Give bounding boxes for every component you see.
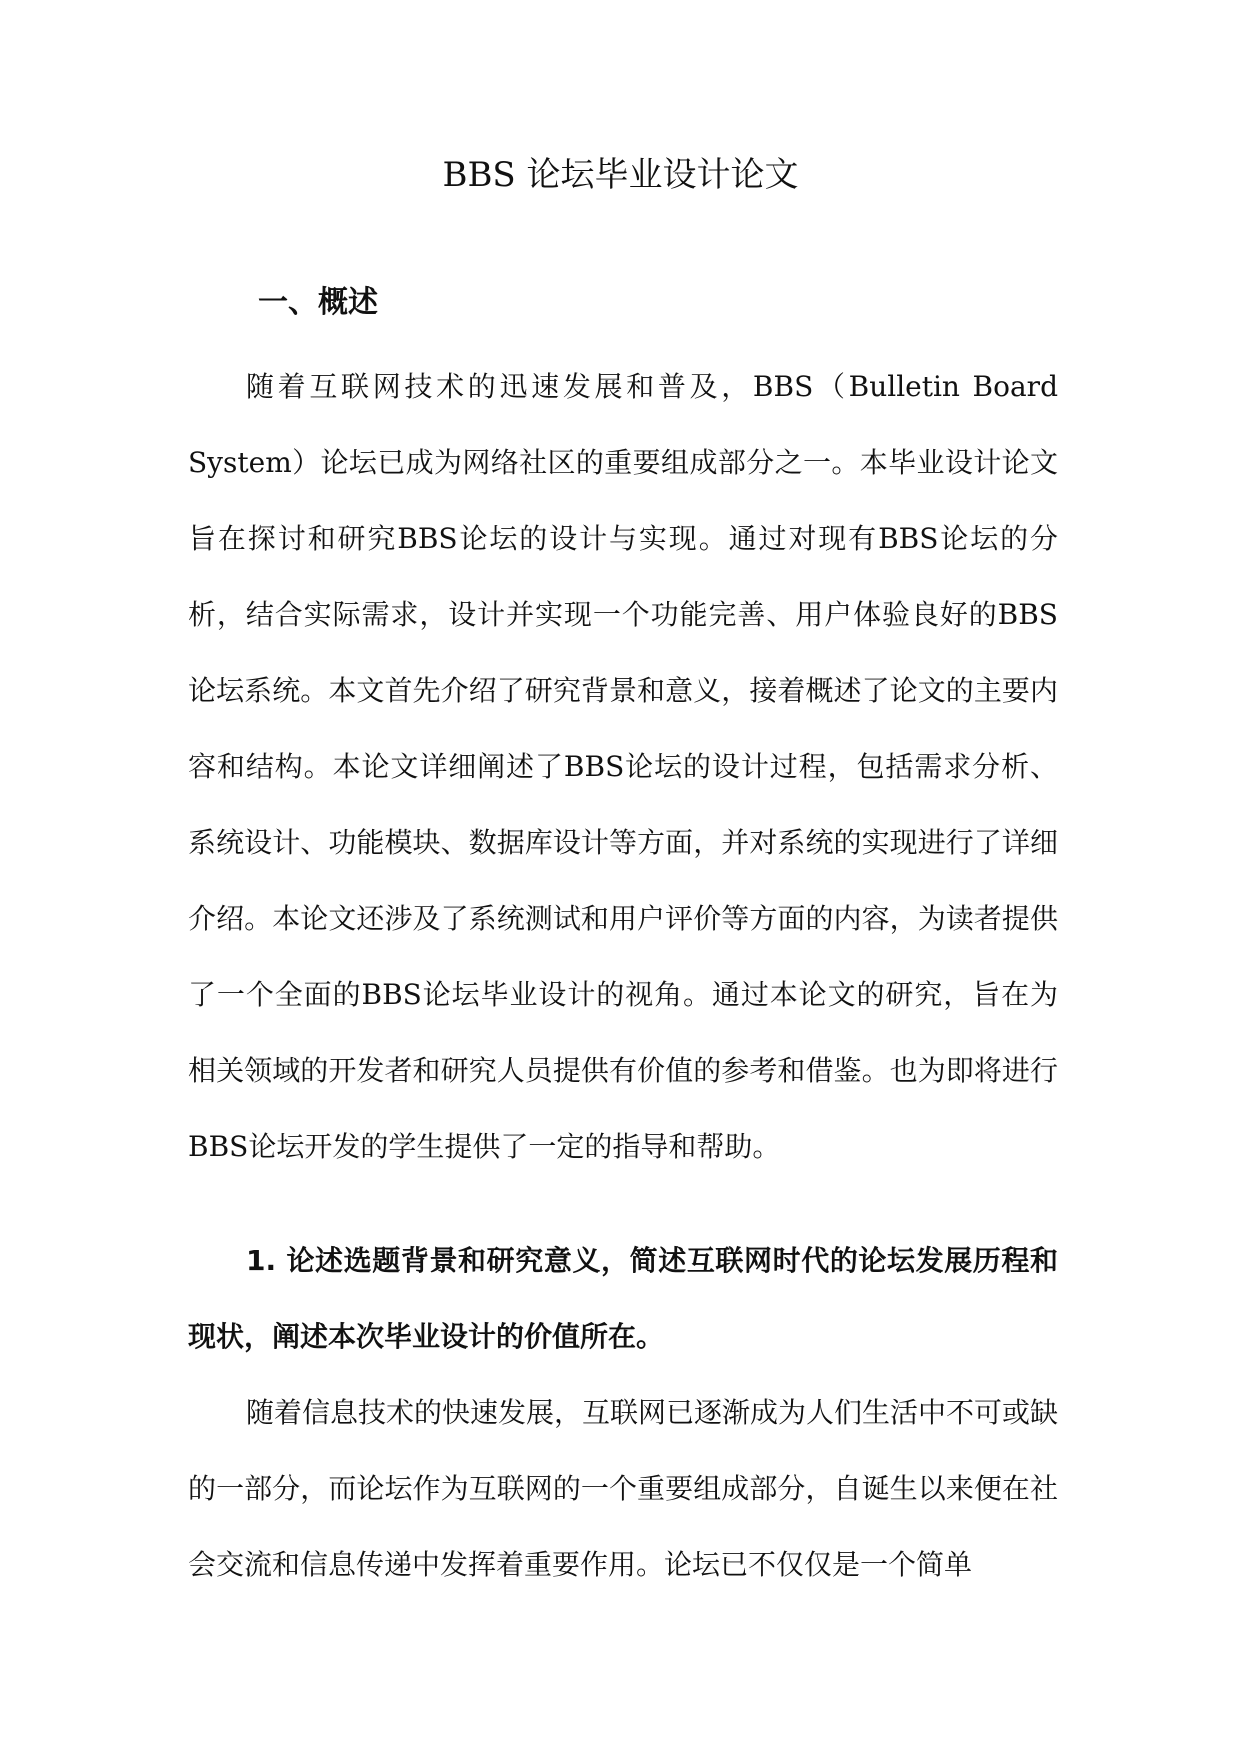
document-title: BBS 论坛毕业设计论文 [442, 155, 799, 195]
overview-paragraph: 随着互联网技术的迅速发展和普及，BBS（Bulletin Board System）论坛已成为网络社区的重要组成部分之一。本毕业设计论文旨在探讨和研究BBS论坛的设计与实现。通过对现有BBS论坛的分析，结合实际需求，设计并实现一个功能完善、用户体验良好的BBS论坛系统。本文首先介绍了研究背景和意义，接着概述了论文的主要内容和结构。本论文详细阐述了BBS论坛的设计过程，包括需求分析、系统设计、功能模块、数据库设计等方面，并对系统的实现进行了详细介绍。本论文还涉及了系统测试和用户评价等方面的内容，为读者提供了一个全面的BBS论坛毕业设计的视角。通过本论文的研究，旨在为相关领域的开发者和研究人员提供有价值的参考和借鉴。也为即将进行BBS论坛开发的学生提供了一定的指导和帮助。 [188, 370, 1058, 1163]
background-paragraph: 随着信息技术的快速发展，互联网已逐渐成为人们生活中不可或缺的一部分，而论坛作为互联网的一个重要组成部分，自诞生以来便在社会交流和信息传递中发挥着重要作用。论坛已不仅仅是一个简单 [188, 1396, 1059, 1581]
section-heading-overview: 一、概述 [258, 285, 378, 320]
subsection-heading-background: 1. 论述选题背景和研究意义，简述互联网时代的论坛发展历程和现状，阐述本次毕业设计的价值所在。 [188, 1244, 1058, 1353]
